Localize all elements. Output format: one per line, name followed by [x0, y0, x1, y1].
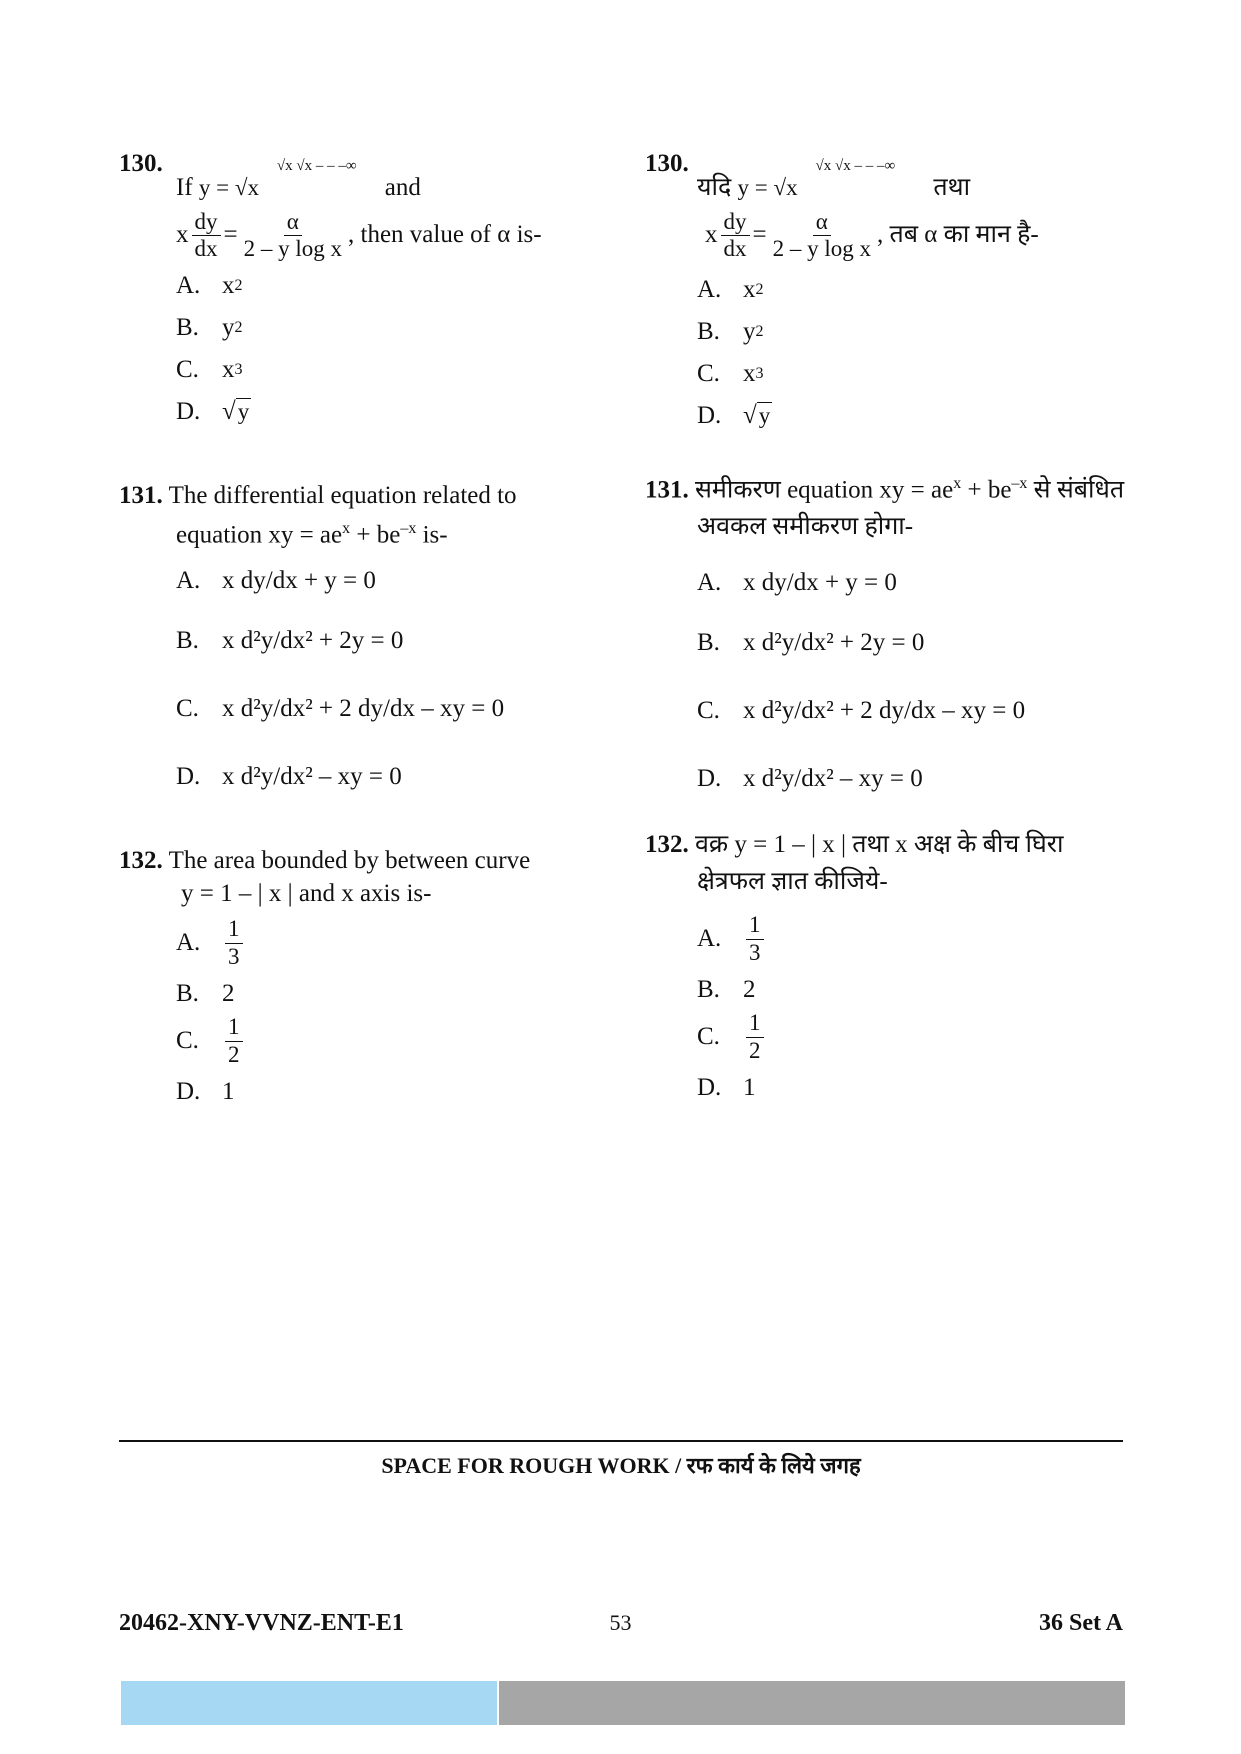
option-a[interactable]	[119, 567, 589, 595]
rough-work-heading: SPACE FOR ROUGH WORK / रफ कार्य के लिये जगह	[381, 1453, 861, 1478]
question-number: 131.	[119, 482, 163, 509]
option-label: D.	[176, 398, 201, 426]
option-label: C.	[697, 1023, 720, 1051]
option-label: B.	[176, 627, 199, 655]
option-label: C.	[176, 1027, 199, 1055]
option-c[interactable]	[645, 1010, 1115, 1064]
option-label: A.	[697, 925, 722, 953]
set-label: 36 Set A	[1039, 1610, 1123, 1636]
question-132	[119, 845, 589, 1106]
page-number: 53	[609, 1610, 632, 1635]
power-tower: √x √x ‒ ‒ ‒∞	[815, 158, 896, 174]
option-b[interactable]	[645, 318, 1115, 346]
option-base: y	[743, 318, 756, 346]
option-value: 2	[743, 976, 756, 1004]
option-label: C.	[176, 695, 199, 723]
x-term: x	[176, 221, 189, 249]
stem-tail: तथा x अक्ष के बीच घिरा	[852, 831, 1064, 859]
numerator: 1	[225, 1014, 243, 1041]
exp-2: –x	[400, 519, 417, 537]
option-a[interactable]	[645, 569, 1115, 597]
numerator: α	[813, 209, 831, 236]
option-label: D.	[176, 1078, 201, 1106]
y-equals-root-x: y = √x	[737, 175, 798, 200]
question-number: 130.	[645, 150, 689, 177]
option-label: B.	[697, 629, 720, 657]
option-d[interactable]	[645, 1074, 1115, 1102]
option-b[interactable]	[119, 980, 589, 1008]
option-b[interactable]	[119, 314, 589, 342]
stem-curve: y = 1 – | x |	[734, 831, 846, 859]
option-value: 2	[222, 980, 235, 1008]
option-d[interactable]	[119, 398, 589, 426]
alpha-fraction	[770, 209, 874, 263]
exp-1: x	[342, 519, 351, 537]
if-word: यदि	[697, 174, 732, 201]
stem-line2: अवकल समीकरण होगा-	[697, 512, 914, 540]
and-word: तथा	[933, 174, 971, 201]
equals-sign: =	[752, 221, 767, 249]
option-label: A.	[176, 272, 201, 300]
dy-dx-fraction	[192, 209, 221, 263]
question-130-hi	[645, 150, 1115, 450]
option-label: D.	[697, 1074, 722, 1102]
option-d[interactable]	[645, 402, 1115, 430]
option-sup: 2	[234, 277, 243, 295]
numerator: dy	[721, 209, 750, 236]
stem-line2: क्षेत्रफल ज्ञात कीजिये-	[697, 867, 888, 895]
stem-tail: से संबंधित	[1033, 476, 1125, 504]
question-number: 132.	[119, 847, 163, 875]
question-number: 131.	[645, 476, 689, 504]
option-label: B.	[176, 314, 199, 342]
y-expression	[737, 158, 896, 200]
radicand: y	[237, 399, 250, 425]
option-base: x	[222, 272, 235, 300]
option-label: B.	[176, 980, 199, 1008]
option-d[interactable]	[119, 763, 589, 791]
stem-word: वक्र	[695, 831, 729, 859]
denominator: 2	[749, 1037, 761, 1063]
question-131-line2	[119, 519, 589, 552]
option-label: C.	[176, 356, 199, 384]
hindi-column	[645, 150, 1125, 1102]
option-b[interactable]	[119, 627, 589, 655]
stem-tail: is-	[416, 520, 448, 548]
option-d[interactable]	[645, 765, 1115, 793]
option-label: B.	[697, 976, 720, 1004]
question-130	[119, 150, 589, 450]
option-c[interactable]	[119, 356, 589, 384]
english-column	[119, 150, 589, 1106]
stem-eq-a: equation xy = ae	[176, 520, 343, 548]
option-text: x d²y/dx² – xy = 0	[222, 763, 402, 791]
option-text: x d²y/dx² + 2y = 0	[222, 627, 404, 655]
dy-dx-fraction	[721, 209, 750, 263]
power-tower: √x √x ‒ ‒ ‒∞	[276, 158, 357, 174]
question-130-stem-line2	[119, 209, 589, 263]
option-a[interactable]	[645, 276, 1115, 304]
question-131-hi	[645, 474, 1125, 793]
option-label: D.	[176, 763, 201, 791]
option-c[interactable]	[119, 695, 589, 723]
option-label: C.	[697, 697, 720, 725]
sqrt-sign: √	[743, 402, 757, 430]
question-131	[119, 480, 589, 791]
option-c[interactable]	[645, 697, 1115, 725]
stem-line2: y = 1 – | x | and x axis is-	[181, 879, 432, 907]
question-tail: , then value of α is-	[348, 221, 542, 249]
option-sup: 3	[755, 365, 764, 383]
option-label: D.	[697, 402, 722, 430]
option-label: D.	[697, 765, 722, 793]
option-base: x	[743, 360, 756, 388]
stem-text: The area bounded by between curve	[168, 847, 531, 875]
option-sup: 3	[234, 361, 243, 379]
option-label: C.	[697, 360, 720, 388]
option-label: A.	[176, 929, 201, 957]
stem-text: The differential equation related to	[168, 482, 517, 509]
denominator: 2	[228, 1041, 240, 1067]
option-sup: 2	[755, 281, 764, 299]
denominator: dx	[194, 235, 218, 261]
exp-2: –x	[1011, 475, 1028, 492]
y-equals-root-x: y = √x	[198, 175, 260, 200]
option-a[interactable]	[119, 272, 589, 300]
option-sup: 2	[234, 319, 243, 337]
option-base: x	[743, 276, 756, 304]
option-text: x d²y/dx² – xy = 0	[743, 765, 923, 793]
x-term: x	[705, 221, 718, 249]
question-132-line1	[119, 845, 589, 878]
option-label: A.	[697, 569, 722, 597]
question-131-line1	[119, 480, 589, 513]
option-text: x d²y/dx² + 2 dy/dx – xy = 0	[222, 695, 505, 723]
option-text: x dy/dx + y = 0	[222, 567, 376, 595]
question-132-hi	[645, 829, 1115, 1102]
numerator: 1	[746, 912, 764, 939]
option-base: x	[222, 356, 235, 384]
option-value: 1	[743, 1074, 756, 1102]
paper-code: 20462-XNY-VVNZ-ENT-E1	[119, 1610, 404, 1636]
option-d[interactable]	[119, 1078, 589, 1106]
option-label: A.	[176, 567, 201, 595]
question-131-hi-line1	[645, 474, 1125, 507]
denominator: 2 – y log x	[243, 235, 342, 261]
numerator: 1	[746, 1010, 764, 1037]
question-number: 132.	[645, 831, 689, 859]
denominator: 3	[749, 939, 761, 965]
y-expression	[198, 158, 357, 200]
denominator: 3	[228, 943, 240, 969]
rough-work-divider	[119, 1440, 1123, 1442]
denominator: dx	[723, 235, 747, 261]
and-word: and	[384, 174, 421, 201]
alpha-fraction	[241, 209, 345, 263]
numerator: 1	[225, 916, 243, 943]
stem-eq-a: equation xy = ae	[787, 476, 954, 504]
exp-1: x	[953, 475, 962, 492]
option-c[interactable]	[119, 1014, 589, 1068]
denominator: 2 – y log x	[772, 235, 871, 261]
option-base: y	[222, 314, 235, 342]
numerator: dy	[192, 209, 221, 236]
question-number: 130.	[119, 150, 163, 177]
option-a[interactable]	[645, 912, 1115, 966]
equals-sign: =	[223, 221, 238, 249]
option-b[interactable]	[645, 629, 1115, 657]
question-130-hi-line2	[645, 209, 1115, 263]
numerator: α	[284, 209, 302, 236]
option-value: 1	[222, 1078, 235, 1106]
option-sup: 2	[755, 323, 764, 341]
option-label: B.	[697, 318, 720, 346]
option-text: x d²y/dx² + 2 dy/dx – xy = 0	[743, 697, 1026, 725]
question-tail: , तब α का मान है-	[877, 221, 1039, 249]
stem-eq-b: + be	[961, 476, 1012, 504]
option-a[interactable]	[119, 916, 589, 970]
option-b[interactable]	[645, 976, 1115, 1004]
option-label: A.	[697, 276, 722, 304]
if-word: If	[176, 174, 193, 201]
stem-eq-b: + be	[350, 520, 401, 548]
option-text: x dy/dx + y = 0	[743, 569, 897, 597]
option-c[interactable]	[645, 360, 1115, 388]
question-132-hi-line1	[645, 829, 1115, 862]
sqrt-sign: √	[222, 398, 236, 426]
radicand: y	[758, 403, 771, 429]
option-text: x d²y/dx² + 2y = 0	[743, 629, 925, 657]
stem-word: समीकरण	[695, 476, 781, 504]
footer-bar-left	[121, 1681, 497, 1725]
footer-bar-right	[499, 1681, 1125, 1725]
